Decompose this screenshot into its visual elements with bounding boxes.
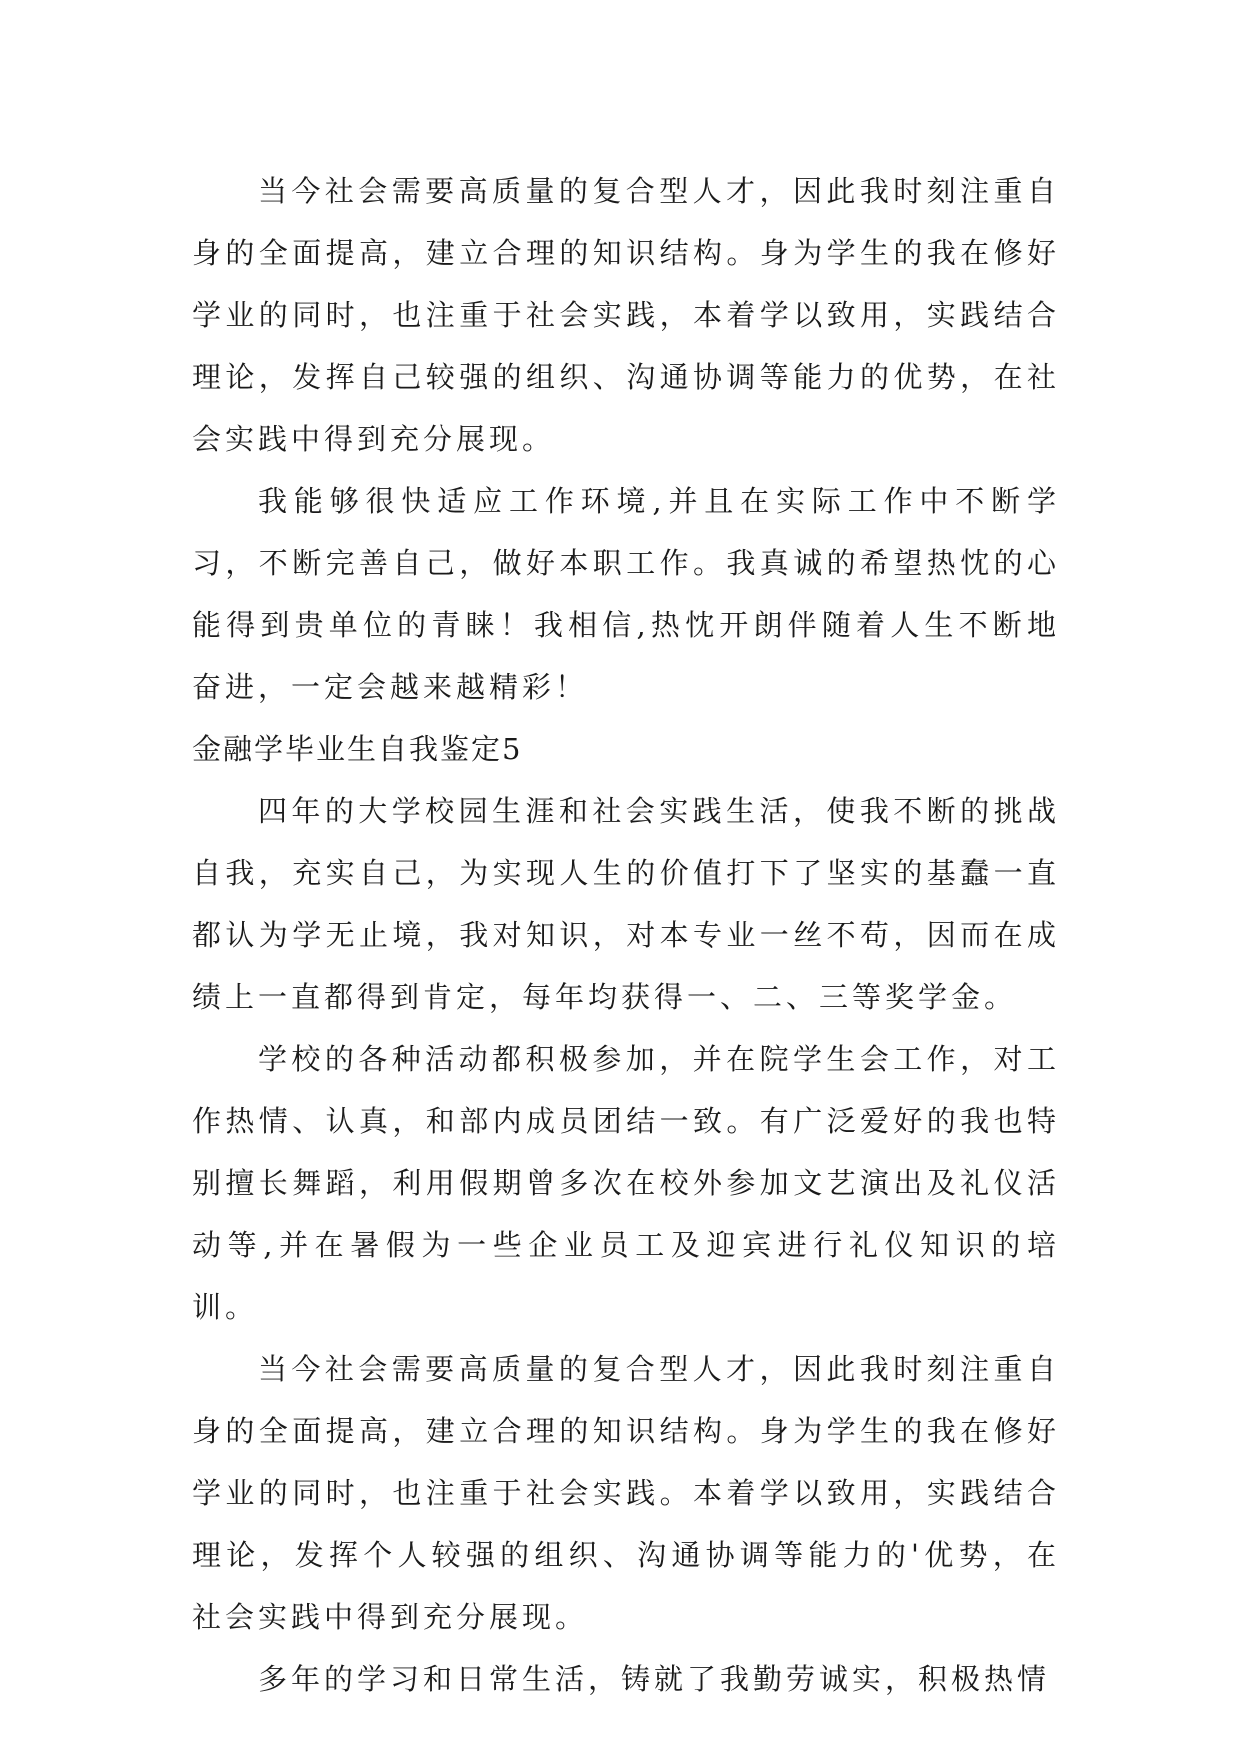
section-title: 金融学毕业生自我鉴定5: [192, 732, 523, 766]
document-body: [192, 160, 1060, 1710]
paragraph-school-activities: 学校的各种活动都积极参加，并在院学生会工作，对工作热情、认真，和部内成员团结一致。有广泛爱好的我也特别擅长舞蹈，利用假期曾多次在校外参加文艺演出及礼仪活动等,并在暑假为一些企业员工及迎宾进行礼仪知识的培训。: [192, 1042, 1060, 1324]
paragraph-social-practice-2: 当今社会需要高质量的复合型人才，因此我时刻注重自身的全面提高，建立合理的知识结构。身为学生的我在修好学业的同时，也注重于社会实践。本着学以致用，实践结合理论，发挥个人较强的组织、沟通协调等能力的'优势，在社会实践中得到充分展现。: [192, 1352, 1060, 1634]
paragraph-social-practice-1: 当今社会需要高质量的复合型人才，因此我时刻注重自身的全面提高，建立合理的知识结构。身为学生的我在修好学业的同时，也注重于社会实践，本着学以致用，实践结合理论，发挥自己较强的组织、沟通协调等能力的优势，在社会实践中得到充分展现。: [192, 174, 1060, 456]
paragraph-university-life: 四年的大学校园生涯和社会实践生活，使我不断的挑战自我，充实自己，为实现人生的价值打下了坚实的基蠢一直都认为学无止境，我对知识，对本专业一丝不苟，因而在成绩上一直都得到肯定，每年均获得一、二、三等奖学金。: [192, 794, 1060, 1014]
paragraph-work-adaptation: 我能够很快适应工作环境,并且在实际工作中不断学习，不断完善自己，做好本职工作。我真诚的希望热忱的心能得到贵单位的青睐！我相信,热忱开朗伴随着人生不断地奋进，一定会越来越精彩！: [192, 484, 1060, 704]
paragraph-years-of-study: 多年的学习和日常生活，铸就了我勤劳诚实，积极热情: [258, 1662, 1051, 1696]
